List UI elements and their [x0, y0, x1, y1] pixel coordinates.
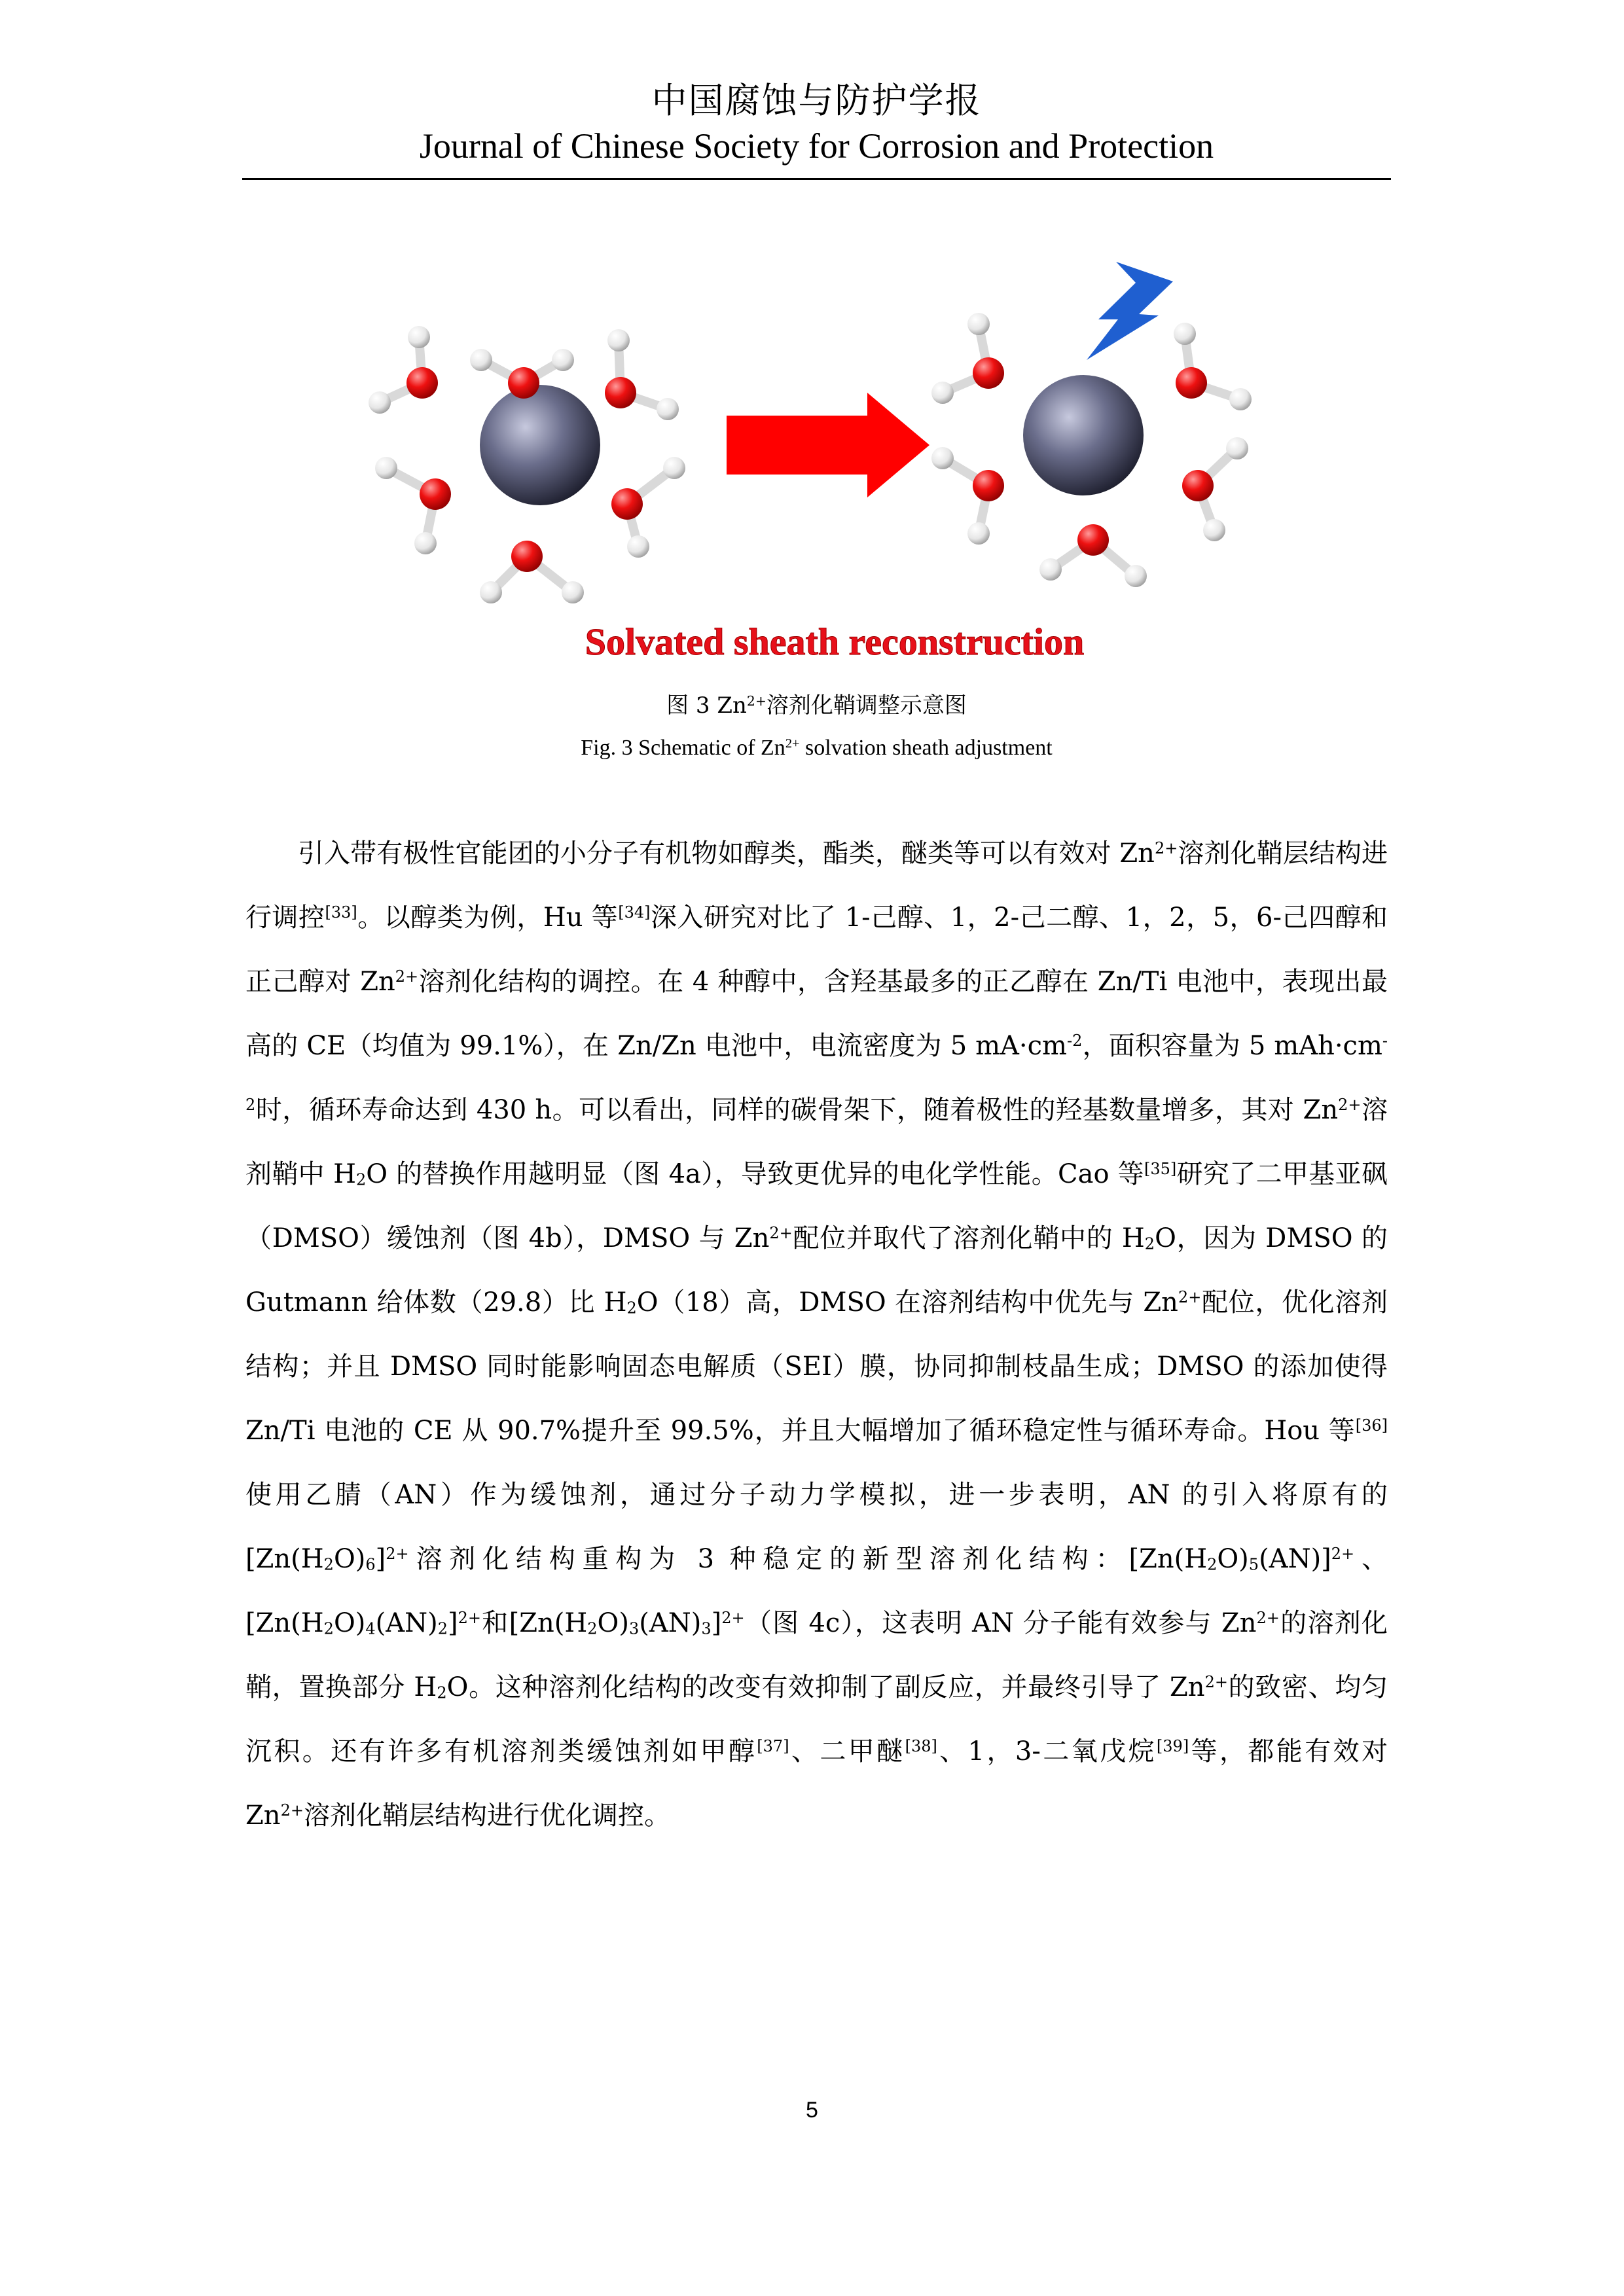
figure-solvation-sheath [340, 242, 1296, 674]
text-run: 时，循环寿命达到 430 h。可以看出，同样的碳骨架下，随着极性的羟基数量增多，其对 Zn [255, 1095, 1339, 1125]
text-run: 配位，优化溶剂结构；并且 DMSO 同时能影响固态电解质（SEI）膜，协同抑制枝晶生成；DMSO 的添加使得 Zn/Ti 电池的 CE 从 90.7%提升至 99.5%，并且大幅增加了循环稳定性与循环寿命。Hou 等 [245, 1287, 1388, 1446]
subscript: 2 [1207, 1555, 1218, 1574]
subscript: 5 [1248, 1555, 1259, 1574]
water-molecule [931, 313, 1004, 404]
subscript: 3 [701, 1619, 712, 1638]
body-paragraph [245, 821, 1388, 1848]
text-run: ，面积容量为 5 mAh·cm [1082, 1031, 1382, 1061]
figure-svg [340, 242, 1296, 674]
text-run: 溶剂化结构重构为 3 种稳定的新型溶剂化结构：[Zn(H [408, 1544, 1208, 1574]
text-run: 、[Zn(H [245, 1544, 1388, 1638]
journal-title-en: Journal of Chinese Society for Corrosion and Protection [419, 126, 1214, 166]
text-run: 配位并取代了溶剂化鞘中的 H [792, 1223, 1145, 1253]
text-run: 溶剂化鞘层结构进行调控 [245, 838, 1388, 933]
text-run: (AN) [639, 1608, 702, 1638]
text-run: O（18）高，DMSO 在溶剂结构中优先与 Zn [636, 1287, 1178, 1318]
superscript: 2+ [785, 736, 800, 751]
superscript: [39] [1156, 1736, 1189, 1755]
superscript: [36] [1355, 1416, 1388, 1435]
text-run: 等，都能有效对 Zn [245, 1736, 1388, 1831]
superscript: -2 [245, 1031, 1388, 1114]
text-run: 溶剂化结构的调控。在 4 种醇中，含羟基最多的正乙醇在 Zn/Ti 电池中，表现出最高的 CE（均值为 99.1%），在 Zn/Zn 电池中，电流密度为 5 mA·cm [245, 967, 1388, 1061]
text-run: 图 3 Zn [666, 692, 747, 719]
page-number: 5 [806, 2098, 818, 2123]
superscript: 2+ [1331, 1544, 1355, 1563]
text-run: 深入研究对比了 1-己醇、1，2-己二醇、1，2，5，6-己四醇和正己醇对 Zn [245, 903, 1388, 997]
subscript: 6 [365, 1555, 376, 1574]
text-run: ] [375, 1544, 386, 1574]
superscript: [38] [905, 1736, 937, 1755]
text-run: 的致密、均匀沉积。还有许多有机溶剂类缓蚀剂如甲醇 [245, 1672, 1388, 1767]
text-run: 。以醇类为例，Hu 等 [357, 903, 619, 933]
figure-label: Solvated sheath reconstruction [585, 620, 1085, 663]
text-run: O) [597, 1608, 629, 1638]
water-molecule [931, 447, 1004, 545]
subscript: 2 [626, 1299, 637, 1318]
superscript: 2+ [395, 967, 419, 986]
text-run: 溶剂化鞘调整示意图 [766, 692, 967, 719]
subscript: 3 [628, 1619, 640, 1638]
superscript: 2+ [1154, 838, 1178, 857]
text-run: solvation sheath adjustment [799, 736, 1053, 760]
subscript: 2 [1144, 1234, 1155, 1253]
text-run: 、1，3-二氧戊烷 [937, 1736, 1157, 1767]
zn-ion-right [1023, 375, 1144, 495]
text-run: 使用乙腈（AN）作为缓蚀剂，通过分子动力学模拟，进一步表明，AN 的引入将原有的[Zn(H [245, 1480, 1388, 1574]
superscript: 2+ [386, 1544, 409, 1563]
superscript: 2+ [721, 1608, 745, 1627]
header-divider [242, 178, 1391, 180]
lightning-bolt-icon [1087, 262, 1173, 360]
text-run: （图 4c），这表明 AN 分子能有效参与 Zn [744, 1608, 1257, 1638]
subscript: 2 [355, 1170, 367, 1189]
subscript: 2 [323, 1555, 334, 1574]
text-run: (AN) [375, 1608, 438, 1638]
text-run: 的溶剂化鞘，置换部分 H [245, 1608, 1388, 1702]
text-run: 引入带有极性官能团的小分子有机物如醇类，酯类，醚类等可以有效对 Zn [298, 838, 1155, 869]
text-run: 和[Zn(H [481, 1608, 588, 1638]
text-run: O。这种溶剂化结构的改变有效抑制了副反应，并最终引导了 Zn [446, 1672, 1205, 1702]
superscript: 2+ [769, 1223, 793, 1242]
text-run: 溶剂鞘中 H [245, 1095, 1388, 1189]
subscript: 2 [437, 1683, 447, 1702]
water-molecule [605, 329, 679, 420]
figure-caption-cn [242, 691, 1391, 721]
zn-ion-left [480, 385, 600, 505]
superscript: [34] [618, 903, 651, 922]
text-run: ] [448, 1608, 458, 1638]
superscript: [35] [1144, 1159, 1177, 1178]
superscript: 2+ [1178, 1287, 1202, 1306]
text-run: (AN)] [1259, 1544, 1331, 1574]
water-molecule [375, 457, 451, 554]
water-molecule [369, 326, 438, 414]
water-molecule [1174, 323, 1252, 410]
journal-title-cn: 中国腐蚀与防护学报 [651, 80, 982, 121]
subscript: 2 [437, 1619, 448, 1638]
text-run: O) [1217, 1544, 1249, 1574]
text-run: 研究了二甲基亚砜（DMSO）缓蚀剂（图 4b），DMSO 与 Zn [245, 1159, 1388, 1253]
text-run: O 的替换作用越明显（图 4a），导致更优异的电化学性能。Cao 等 [366, 1159, 1144, 1189]
figure-caption-en [242, 733, 1391, 763]
subscript: 2 [323, 1619, 334, 1638]
text-run: O) [333, 1544, 366, 1574]
water-molecule [480, 541, 584, 603]
subscript: 4 [365, 1619, 376, 1638]
superscript: 2+ [1338, 1095, 1362, 1114]
superscript: 2+ [1256, 1608, 1280, 1627]
text-run: O，因为 DMSO 的 Gutmann 给体数（29.8）比 H [245, 1223, 1388, 1318]
journal-header [242, 77, 1391, 168]
superscript: 2+ [458, 1608, 482, 1627]
superscript: 2+ [280, 1801, 304, 1820]
superscript: [33] [325, 903, 357, 922]
text-run: Fig. 3 Schematic of Zn [581, 736, 785, 760]
superscript: -2 [1066, 1031, 1083, 1050]
text-run: ] [711, 1608, 722, 1638]
water-molecule [611, 457, 685, 558]
water-molecule [1182, 437, 1248, 541]
superscript: [37] [757, 1736, 789, 1755]
superscript: 2+ [1204, 1672, 1228, 1691]
water-molecule [1039, 524, 1147, 587]
superscript: 2+ [746, 692, 767, 709]
subscript: 2 [587, 1619, 598, 1638]
body-paragraph-container [245, 821, 1388, 1848]
text-run: O) [333, 1608, 366, 1638]
text-run: 、二甲醚 [789, 1736, 905, 1767]
transformation-arrow [727, 393, 929, 497]
text-run: 溶剂化鞘层结构进行优化调控。 [303, 1801, 670, 1831]
